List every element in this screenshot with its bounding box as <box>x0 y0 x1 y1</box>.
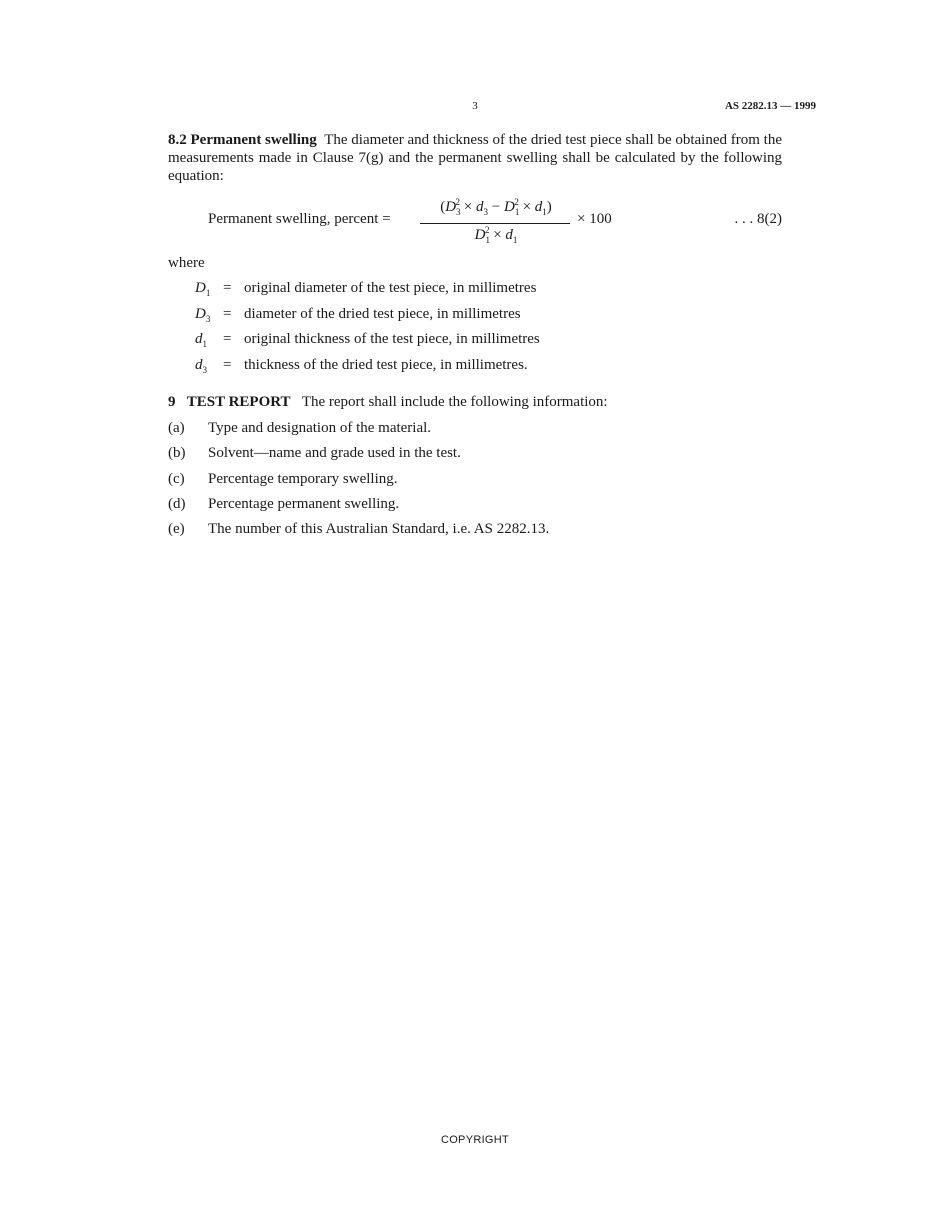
formula-label: Permanent swelling, percent = <box>208 211 391 227</box>
list-item-text: The number of this Australian Standard, i.e. AS 2282.13. <box>208 521 550 537</box>
equals-sign: = <box>223 306 232 322</box>
list-item-key: (b) <box>168 445 186 461</box>
clause-8-2-heading: 8.2 Permanent swelling <box>168 132 317 148</box>
equals-sign: = <box>223 280 232 296</box>
equals-sign: = <box>223 331 232 347</box>
variable-symbol: $d_3$ <box>195 357 207 375</box>
clause-8-2-body: The diameter and thickness of the dried test piece shall be obtained from the measurements made in Clause 7(g) and the permanent swelling shall be calculated by the following equation: <box>168 132 782 184</box>
variable-definition: diameter of the dried test piece, in millimetres <box>244 306 521 322</box>
variable-definition: original diameter of the test piece, in millimetres <box>244 280 537 296</box>
list-item-key: (e) <box>168 521 185 537</box>
equals-sign: = <box>223 357 232 373</box>
clause-8-2-paragraph <box>168 131 782 185</box>
formula-numerator: $(D_3^2 \times d_3 - D_1^2 \times d_1)$ <box>440 197 552 217</box>
where-label: where <box>168 255 205 271</box>
copyright-footer: COPYRIGHT <box>440 1134 510 1146</box>
equation-number: . . . 8(2) <box>734 211 782 227</box>
formula-denominator: $D_1^2 \times d_1$ <box>474 225 518 245</box>
variable-symbol: $d_1$ <box>195 331 207 349</box>
fraction-bar <box>420 223 570 224</box>
section-number: 9 <box>168 394 176 410</box>
list-item-text: Percentage temporary swelling. <box>208 471 398 487</box>
standard-id: AS 2282.13 — 1999 <box>724 100 816 112</box>
variable-symbol: $D_3$ <box>195 306 211 324</box>
formula-multiplier: × 100 <box>577 211 612 227</box>
section-intro: The report shall include the following information: <box>301 394 608 410</box>
list-item-key: (d) <box>168 496 186 512</box>
list-item-key: (a) <box>168 420 185 436</box>
section-title: TEST REPORT <box>186 394 291 410</box>
section-9-heading-line <box>168 394 608 411</box>
variable-definition: thickness of the dried test piece, in millimetres. <box>244 357 528 373</box>
list-item-text: Solvent—name and grade used in the test. <box>208 445 461 461</box>
variable-symbol: $D_1$ <box>195 280 211 298</box>
list-item-key: (c) <box>168 471 185 487</box>
list-item-text: Type and designation of the material. <box>208 420 432 436</box>
page-number: 3 <box>472 100 478 112</box>
variable-definition: original thickness of the test piece, in millimetres <box>244 331 540 347</box>
list-item-text: Percentage permanent swelling. <box>208 496 400 512</box>
